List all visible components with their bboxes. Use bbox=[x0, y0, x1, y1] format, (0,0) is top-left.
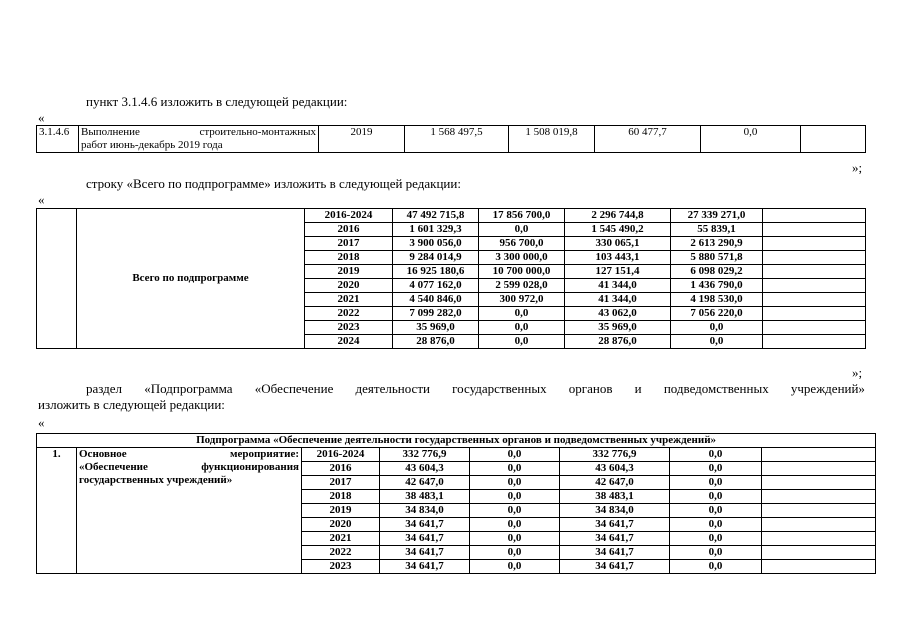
row-year: 2022 bbox=[305, 307, 393, 321]
row-value-v4: 0,0 bbox=[670, 448, 762, 462]
row-value-v4: 0,0 bbox=[671, 321, 763, 335]
empty-cell bbox=[763, 251, 866, 265]
row-value-v3: 43 604,3 bbox=[560, 462, 670, 476]
row-value-v4: 5 880 571,8 bbox=[671, 251, 763, 265]
row-value-v3: 34 641,7 bbox=[560, 546, 670, 560]
row-value-v4: 0,0 bbox=[670, 490, 762, 504]
row-year: 2017 bbox=[302, 476, 380, 490]
empty-cell bbox=[763, 265, 866, 279]
table-row bbox=[37, 209, 866, 223]
row-year: 2019 bbox=[305, 265, 393, 279]
row-value-v4: 0,0 bbox=[670, 546, 762, 560]
empty-number-cell bbox=[37, 209, 77, 349]
row-value-v4: 1 436 790,0 bbox=[671, 279, 763, 293]
row-value-v3: 42 647,0 bbox=[560, 476, 670, 490]
row-value-v1: 34 641,7 bbox=[380, 560, 470, 574]
row-value-v1: 42 647,0 bbox=[380, 476, 470, 490]
measure-number: 1. bbox=[37, 448, 77, 574]
row-value-v4: 55 839,1 bbox=[671, 223, 763, 237]
row-value-v1: 34 641,7 bbox=[380, 518, 470, 532]
intro-word: государственных bbox=[452, 381, 547, 396]
table-row bbox=[37, 126, 866, 153]
section1-intro: пункт 3.1.4.6 изложить в следующей редакции: bbox=[86, 94, 348, 109]
row-value-v1: 7 099 282,0 bbox=[393, 307, 479, 321]
row-value-v4: 6 098 029,2 bbox=[671, 265, 763, 279]
row-value-v2: 956 700,0 bbox=[479, 237, 565, 251]
row-value-v1: 34 641,7 bbox=[380, 532, 470, 546]
row-value-v2: 0,0 bbox=[470, 546, 560, 560]
row-value-v2: 0,0 bbox=[470, 560, 560, 574]
row-value-v4: 0,0 bbox=[670, 462, 762, 476]
row-value-v1: 4 540 846,0 bbox=[393, 293, 479, 307]
row-value-v1: 16 925 180,6 bbox=[393, 265, 479, 279]
empty-cell bbox=[763, 223, 866, 237]
row-value-v2: 0,0 bbox=[470, 448, 560, 462]
row-value-v1: 4 077 162,0 bbox=[393, 279, 479, 293]
row-value-v4: 7 056 220,0 bbox=[671, 307, 763, 321]
item-description: Выполнение строительно-монтажных работ июнь-декабрь 2019 года bbox=[79, 126, 319, 153]
row-value-v2: 0,0 bbox=[479, 335, 565, 349]
row-year: 2021 bbox=[305, 293, 393, 307]
row-value-v2: 3 300 000,0 bbox=[479, 251, 565, 265]
empty-cell bbox=[762, 490, 876, 504]
item-year: 2019 bbox=[319, 126, 405, 153]
empty-cell bbox=[762, 518, 876, 532]
intro-word: органов bbox=[568, 381, 613, 396]
section2-intro: строку «Всего по подпрограмме» изложить в следующей редакции: bbox=[86, 176, 461, 191]
row-value-v2: 2 599 028,0 bbox=[479, 279, 565, 293]
row-year: 2016-2024 bbox=[305, 209, 393, 223]
row-value-v1: 43 604,3 bbox=[380, 462, 470, 476]
row-value-v3: 34 834,0 bbox=[560, 504, 670, 518]
subprogram-title: Подпрограмма «Обеспечение деятельности государственных органов и подведомственных учреждений» bbox=[37, 434, 876, 448]
item-total: 1 568 497,5 bbox=[405, 126, 509, 153]
row-value-v1: 47 492 715,8 bbox=[393, 209, 479, 223]
item-federal: 1 508 019,8 bbox=[509, 126, 595, 153]
item-extra bbox=[801, 126, 866, 153]
row-value-v4: 0,0 bbox=[670, 560, 762, 574]
row-value-v3: 41 344,0 bbox=[565, 293, 671, 307]
row-value-v2: 0,0 bbox=[470, 518, 560, 532]
row-value-v3: 103 443,1 bbox=[565, 251, 671, 265]
row-value-v4: 0,0 bbox=[671, 335, 763, 349]
row-value-v1: 34 834,0 bbox=[380, 504, 470, 518]
row-value-v2: 0,0 bbox=[470, 476, 560, 490]
table-title-row bbox=[37, 434, 876, 448]
section3-intro-line1 bbox=[86, 381, 865, 396]
empty-cell bbox=[763, 293, 866, 307]
row-value-v3: 332 776,9 bbox=[560, 448, 670, 462]
row-value-v1: 28 876,0 bbox=[393, 335, 479, 349]
row-value-v3: 127 151,4 bbox=[565, 265, 671, 279]
row-value-v4: 0,0 bbox=[670, 476, 762, 490]
row-value-v2: 0,0 bbox=[470, 504, 560, 518]
empty-cell bbox=[763, 209, 866, 223]
row-year: 2024 bbox=[305, 335, 393, 349]
empty-cell bbox=[763, 321, 866, 335]
row-year: 2020 bbox=[302, 518, 380, 532]
row-value-v2: 0,0 bbox=[470, 532, 560, 546]
section2-table bbox=[36, 208, 866, 349]
row-value-v2: 10 700 000,0 bbox=[479, 265, 565, 279]
row-value-v4: 0,0 bbox=[670, 532, 762, 546]
empty-cell bbox=[762, 532, 876, 546]
row-value-v4: 0,0 bbox=[670, 504, 762, 518]
table-row bbox=[37, 448, 876, 462]
row-value-v1: 1 601 329,3 bbox=[393, 223, 479, 237]
item-local: 0,0 bbox=[701, 126, 801, 153]
row-value-v3: 38 483,1 bbox=[560, 490, 670, 504]
row-year: 2020 bbox=[305, 279, 393, 293]
row-value-v1: 9 284 014,9 bbox=[393, 251, 479, 265]
row-value-v1: 3 900 056,0 bbox=[393, 237, 479, 251]
empty-cell bbox=[762, 448, 876, 462]
row-value-v4: 2 613 290,9 bbox=[671, 237, 763, 251]
row-value-v3: 35 969,0 bbox=[565, 321, 671, 335]
row-value-v2: 0,0 bbox=[470, 490, 560, 504]
row-year: 2022 bbox=[302, 546, 380, 560]
total-label: Всего по подпрограмме bbox=[77, 209, 305, 349]
empty-cell bbox=[763, 279, 866, 293]
intro-word: учреждений» bbox=[790, 381, 865, 396]
empty-cell bbox=[763, 237, 866, 251]
empty-cell bbox=[762, 546, 876, 560]
row-value-v3: 43 062,0 bbox=[565, 307, 671, 321]
row-value-v2: 300 972,0 bbox=[479, 293, 565, 307]
row-year: 2016 bbox=[305, 223, 393, 237]
section2-open-quote: « bbox=[38, 192, 45, 207]
row-year: 2023 bbox=[305, 321, 393, 335]
row-value-v1: 332 776,9 bbox=[380, 448, 470, 462]
empty-cell bbox=[762, 476, 876, 490]
row-value-v1: 34 641,7 bbox=[380, 546, 470, 560]
row-value-v2: 0,0 bbox=[479, 223, 565, 237]
intro-word: раздел bbox=[86, 381, 123, 396]
row-value-v3: 34 641,7 bbox=[560, 518, 670, 532]
row-value-v4: 27 339 271,0 bbox=[671, 209, 763, 223]
row-value-v2: 0,0 bbox=[479, 321, 565, 335]
section1-table bbox=[36, 125, 866, 153]
section2-close-quote: »; bbox=[852, 365, 863, 380]
row-value-v3: 28 876,0 bbox=[565, 335, 671, 349]
intro-word: «Обеспечение bbox=[254, 381, 334, 396]
row-year: 2018 bbox=[305, 251, 393, 265]
section3-intro-line2: изложить в следующей редакции: bbox=[38, 397, 225, 412]
row-year: 2021 bbox=[302, 532, 380, 546]
section1-open-quote: « bbox=[38, 110, 45, 125]
row-year: 2018 bbox=[302, 490, 380, 504]
empty-cell bbox=[763, 335, 866, 349]
measure-description: Основное мероприятие: «Обеспечение функционирования государственных учреждений» bbox=[77, 448, 302, 574]
empty-cell bbox=[763, 307, 866, 321]
row-year: 2017 bbox=[305, 237, 393, 251]
section3-table bbox=[36, 433, 876, 574]
row-value-v4: 0,0 bbox=[670, 518, 762, 532]
row-year: 2023 bbox=[302, 560, 380, 574]
row-value-v3: 2 296 744,8 bbox=[565, 209, 671, 223]
row-value-v2: 0,0 bbox=[479, 307, 565, 321]
row-year: 2019 bbox=[302, 504, 380, 518]
row-value-v4: 4 198 530,0 bbox=[671, 293, 763, 307]
row-value-v2: 17 856 700,0 bbox=[479, 209, 565, 223]
row-value-v1: 35 969,0 bbox=[393, 321, 479, 335]
item-number: 3.1.4.6 bbox=[37, 126, 79, 153]
empty-cell bbox=[762, 462, 876, 476]
row-value-v1: 38 483,1 bbox=[380, 490, 470, 504]
row-value-v3: 34 641,7 bbox=[560, 560, 670, 574]
intro-word: подведомственных bbox=[663, 381, 769, 396]
empty-cell bbox=[762, 504, 876, 518]
intro-word: «Подпрограмма bbox=[144, 381, 233, 396]
row-year: 2016-2024 bbox=[302, 448, 380, 462]
intro-word: деятельности bbox=[355, 381, 430, 396]
row-value-v3: 330 065,1 bbox=[565, 237, 671, 251]
row-value-v2: 0,0 bbox=[470, 462, 560, 476]
row-value-v3: 34 641,7 bbox=[560, 532, 670, 546]
section3-open-quote: « bbox=[38, 415, 45, 430]
row-value-v3: 1 545 490,2 bbox=[565, 223, 671, 237]
row-year: 2016 bbox=[302, 462, 380, 476]
item-regional: 60 477,7 bbox=[595, 126, 701, 153]
empty-cell bbox=[762, 560, 876, 574]
intro-word: и bbox=[634, 381, 642, 396]
section1-close-quote: »; bbox=[852, 160, 863, 175]
row-value-v3: 41 344,0 bbox=[565, 279, 671, 293]
